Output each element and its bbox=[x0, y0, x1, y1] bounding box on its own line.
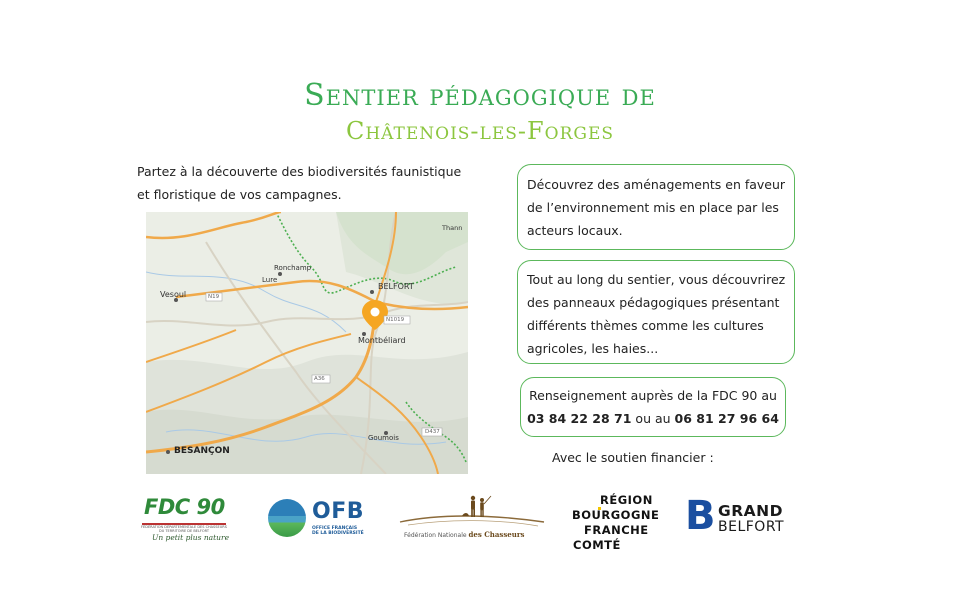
map-graphic bbox=[146, 212, 468, 474]
fdc90-logo bbox=[140, 495, 230, 545]
fdc90-logo-motto: Un petit plus nature bbox=[152, 533, 230, 542]
region-bfc-logo bbox=[572, 493, 662, 555]
box2-line-3: différents thèmes comme les cultures bbox=[527, 318, 764, 333]
page-title: Sentier pédagogique de bbox=[304, 78, 656, 113]
map-label-belfort: BELFORT bbox=[378, 282, 414, 291]
location-map bbox=[146, 212, 468, 474]
phone-1[interactable]: 03 84 22 28 71 bbox=[527, 411, 632, 426]
contact-line: Renseignement auprès de la FDC 90 au bbox=[529, 388, 777, 403]
map-road-n1019: N1019 bbox=[386, 317, 405, 323]
map-road-n19: N19 bbox=[208, 294, 220, 300]
region-line-1: RÉGION bbox=[600, 493, 653, 507]
region-line-2: BOURGOGNE bbox=[572, 508, 660, 522]
ofb-logo-name: OFB bbox=[312, 499, 364, 524]
phone-2[interactable]: 06 81 27 96 64 bbox=[674, 411, 779, 426]
phone-numbers bbox=[521, 407, 785, 430]
region-line-4: COMTÉ bbox=[573, 538, 621, 552]
box1-line-1: Découvrez des aménagements en faveur bbox=[527, 177, 786, 192]
ofb-sub-1: OFFICE FRANÇAIS bbox=[312, 526, 358, 531]
support-label: Avec le soutien financier : bbox=[552, 450, 714, 465]
box2-line-1: Tout au long du sentier, vous découvrirez bbox=[527, 272, 786, 287]
page-subtitle: Châtenois-les-Forges bbox=[345, 117, 615, 145]
fdc90-logo-name: FDC 90 bbox=[144, 495, 225, 519]
hunters-silhouette-icon bbox=[398, 492, 546, 532]
map-label-goumois: Goumois bbox=[368, 434, 399, 442]
map-label-thann: Thann bbox=[442, 224, 463, 232]
ofb-emblem-icon bbox=[268, 499, 306, 537]
fdc90-logo-subtitle: FÉDÉRATION DÉPARTEMENTALE DES CHASSEURS DU TERRITOIRE DE BELFORT bbox=[141, 525, 227, 533]
grand-belfort-line-2: BELFORT bbox=[718, 519, 785, 535]
map-label-montbeliard: Montbéliard bbox=[358, 336, 406, 345]
grand-belfort-b-icon: B bbox=[685, 493, 716, 539]
region-line-3: FRANCHE bbox=[584, 523, 649, 537]
fnc-bold: des Chasseurs bbox=[468, 530, 525, 539]
map-label-besancon: BESANÇON bbox=[174, 446, 230, 456]
map-label-lure: Lure bbox=[262, 276, 278, 284]
intro-text bbox=[137, 160, 477, 206]
box2-line-4: agricoles, les haies... bbox=[527, 341, 659, 356]
box2-line-2: des panneaux pédagogiques présentant bbox=[527, 295, 780, 310]
box1-line-3: acteurs locaux. bbox=[527, 223, 623, 238]
ofb-sub-2: DE LA BIODIVERSITÉ bbox=[312, 531, 364, 536]
fnc-logo bbox=[398, 492, 546, 544]
fnc-prefix: Fédération Nationale bbox=[404, 532, 469, 539]
map-label-vesoul: Vesoul bbox=[160, 290, 187, 299]
intro-line-2: et floristique de vos campagnes. bbox=[137, 187, 342, 202]
phone-separator: ou au bbox=[631, 411, 675, 426]
map-road-d437: D437 bbox=[425, 429, 440, 435]
ofb-logo bbox=[268, 497, 388, 541]
intro-line-1: Partez à la découverte des biodiversités faunistique bbox=[137, 164, 462, 179]
map-label-ronchamp: Ronchamp bbox=[274, 264, 312, 272]
fnc-logo-text bbox=[404, 530, 524, 539]
info-box-amenagements bbox=[517, 164, 795, 250]
contact-box bbox=[520, 377, 786, 437]
info-box-panneaux bbox=[517, 260, 795, 364]
box1-line-2: de l’environnement mis en place par les bbox=[527, 200, 779, 215]
map-road-a36: A36 bbox=[314, 376, 325, 382]
grand-belfort-line-1: GRAND bbox=[718, 502, 783, 520]
grand-belfort-logo bbox=[685, 493, 795, 545]
ofb-logo-subtitle bbox=[312, 526, 364, 536]
